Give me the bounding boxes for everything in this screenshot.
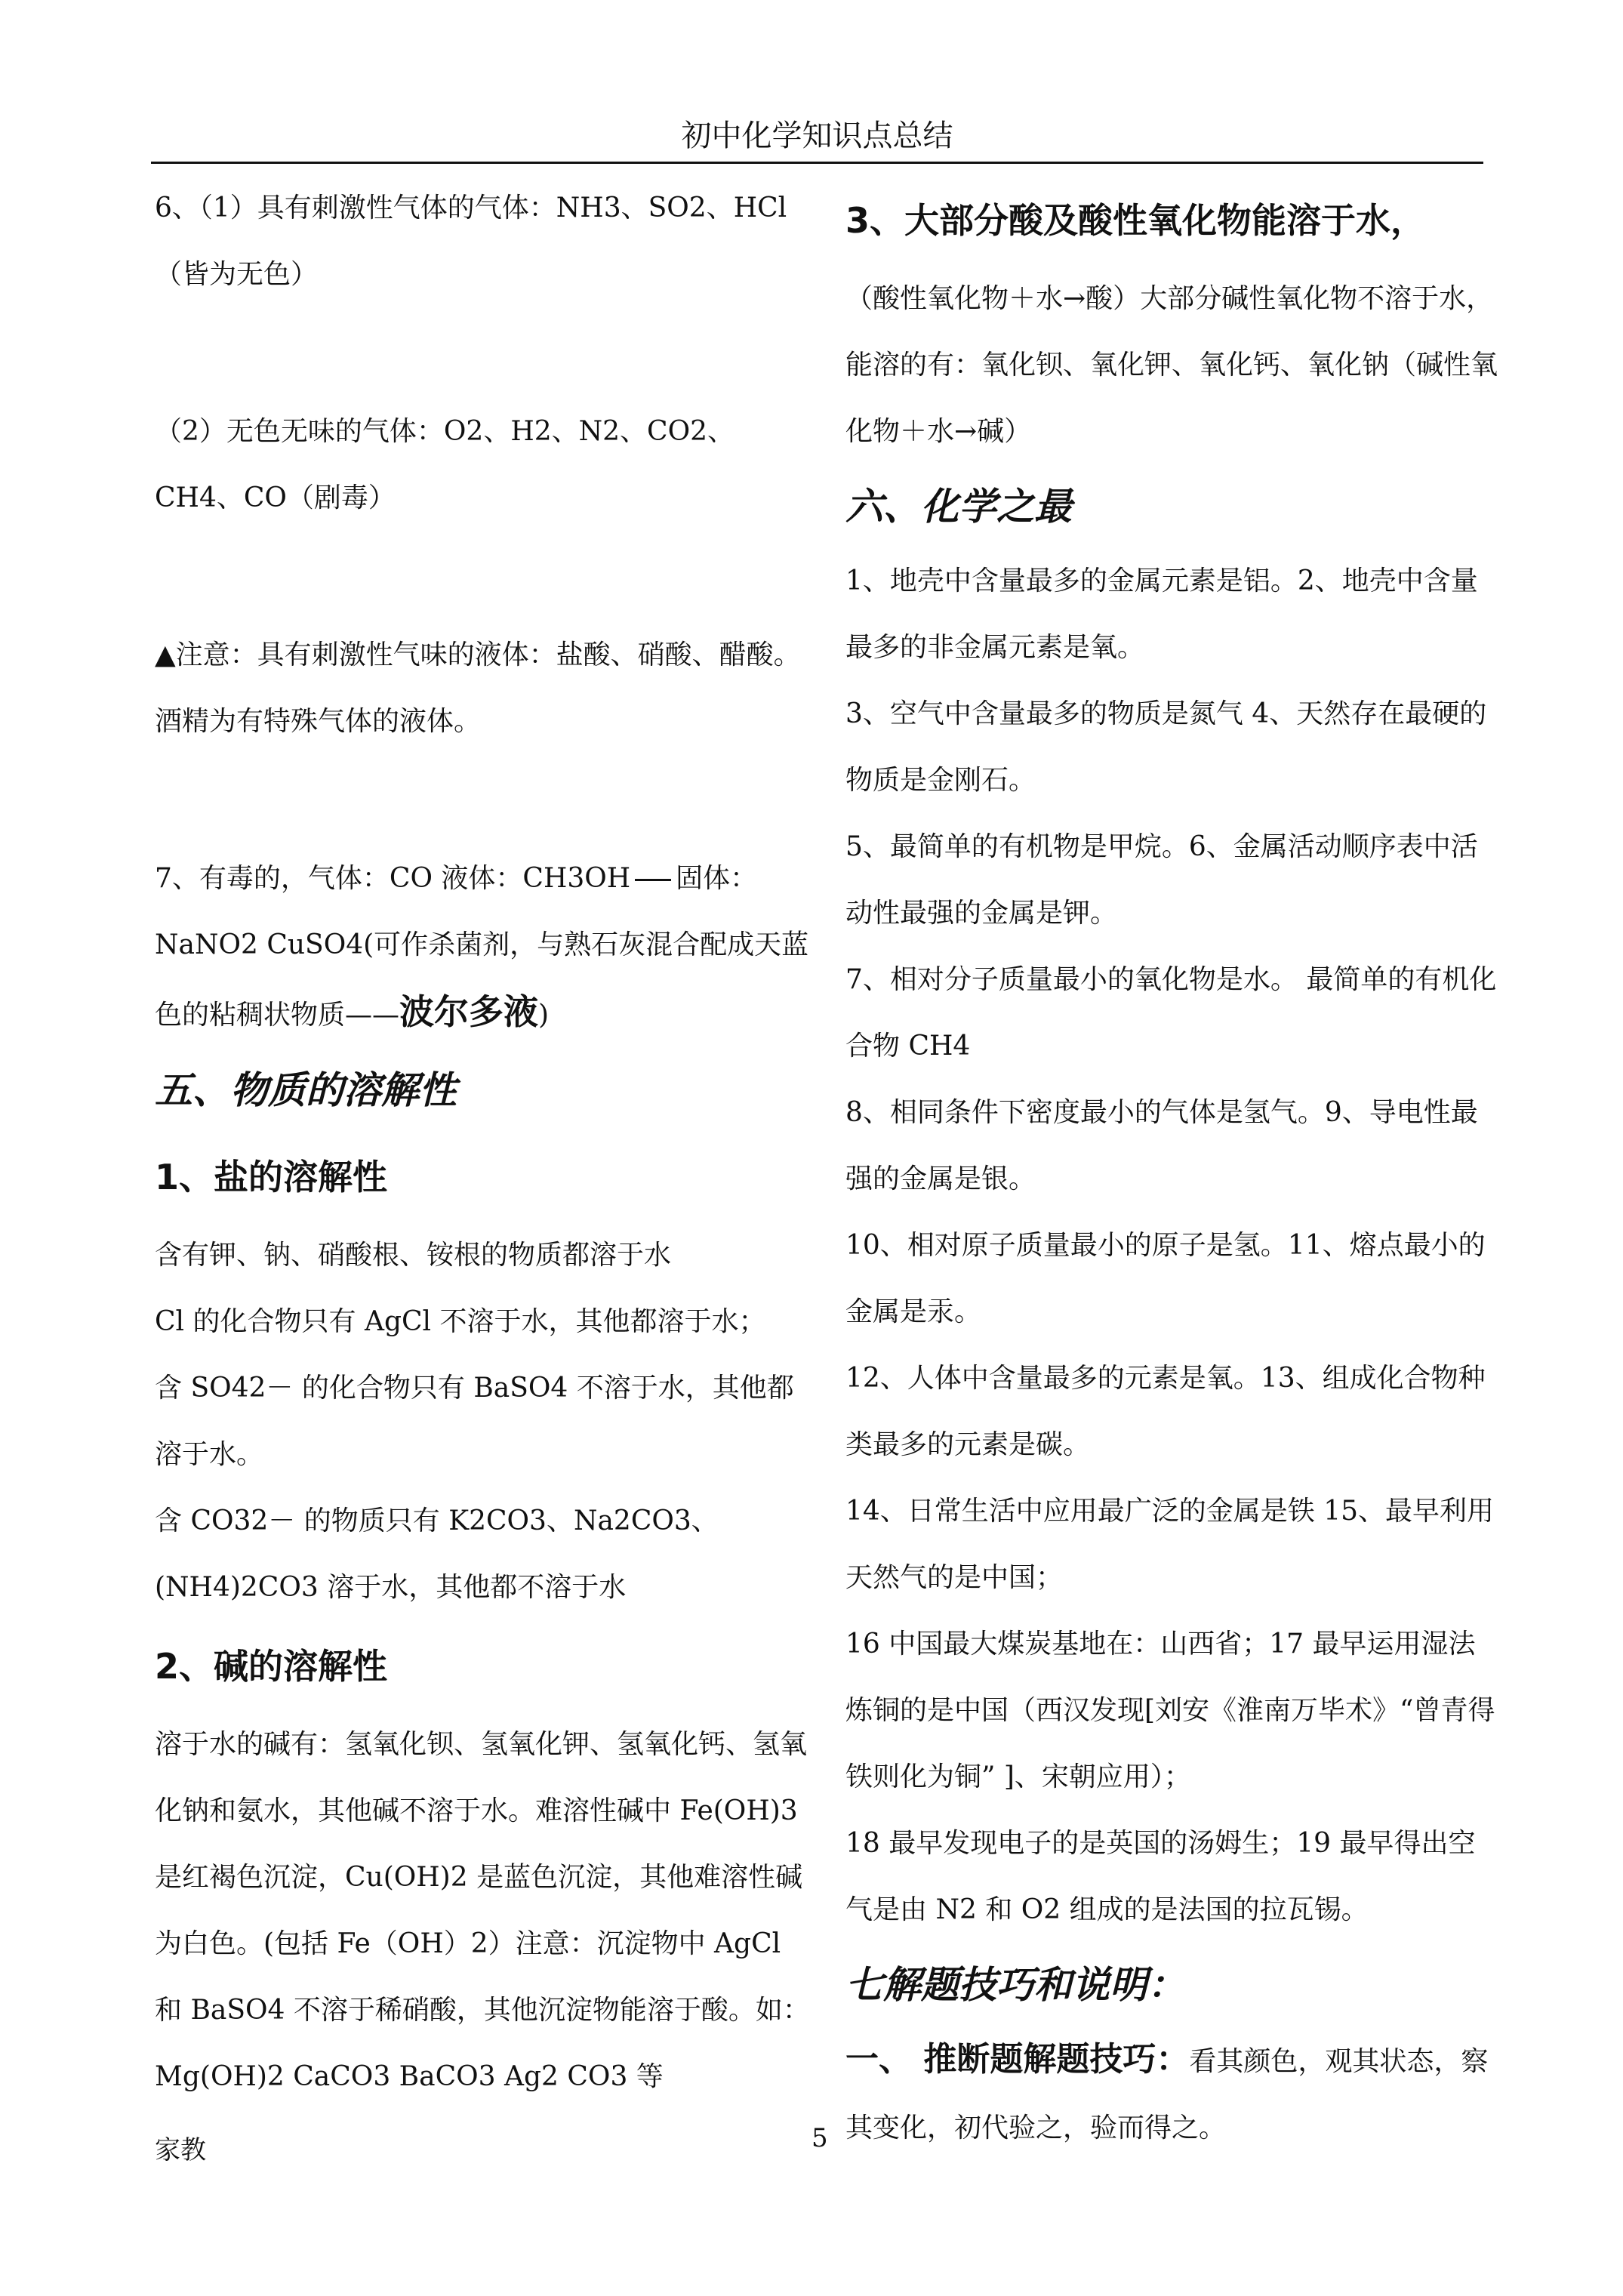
page-number: 5 <box>812 2123 828 2153</box>
base-solubility-heading: 2、碱的溶解性 <box>155 1646 388 1687</box>
poisonous-text-a: 7、有毒的，气体：CO 液体：CH3OH <box>155 863 631 894</box>
left-column <box>155 175 812 2110</box>
poisonous-text-b: 固体：NaNO2 CuSO4(可作杀菌剂，与熟石灰混合配成天蓝色的粘稠状物质—— <box>155 863 809 1031</box>
right-column <box>845 175 1502 2162</box>
salt-rule-2: Cl 的化合物只有 AgCl 不溶于水，其他都溶于水； <box>155 1306 766 1337</box>
section-6-heading: 六、化学之最 <box>845 484 1072 529</box>
salt-rule-3: 含 SO42－ 的化合物只有 BaSO4 不溶于水，其他都溶于水。 <box>155 1373 794 1470</box>
superlative-5: 8、相同条件下密度最小的气体是氢气。9、导电性最强的金属是银。 <box>845 1097 1478 1194</box>
superlative-6: 10、相对原子质量最小的原子是氢。11、熔点最小的金属是汞。 <box>845 1230 1486 1327</box>
odorless-gas-paragraph: （2）无色无味的气体：O2、H2、N2、CO2、CH4、CO（剧毒） <box>155 416 735 513</box>
superlative-4: 7、相对分子质量最小的氧化物是水。 最简单的有机化合物 CH4 <box>845 964 1497 1062</box>
inference-tip-body: 看其颜色，观其状态，察其变化，初代验之，验而得之。 <box>845 2046 1489 2143</box>
inference-tip-title: 一、 推断题解题技巧： <box>845 2040 1190 2079</box>
blank-underline <box>635 879 671 881</box>
header-divider <box>151 162 1483 164</box>
toxic-gas-paragraph: 6、（1）具有刺激性气体的气体：NH3、SO2、HCl（皆为无色） <box>155 193 787 290</box>
superlative-7: 12、人体中含量最多的元素是氧。13、组成化合物种类最多的元素是碳。 <box>845 1363 1486 1460</box>
superlative-3: 5、最简单的有机物是甲烷。6、金属活动顺序表中活动性最强的金属是钾。 <box>845 831 1478 929</box>
salt-solubility-heading: 1、盐的溶解性 <box>155 1157 388 1197</box>
poisonous-text-d: ) <box>538 1000 550 1031</box>
bordeaux-mixture-term: 波尔多液 <box>399 991 539 1032</box>
base-rule-paragraph: 溶于水的碱有：氢氧化钡、氢氧化钾、氢氧化钙、氢氧化钠和氨水，其他碱不溶于水。难溶性碱中 Fe(OH)3 是红褐色沉淀，Cu(OH)2 是蓝色沉淀，其他难溶性碱为白色。(包括 Fe（OH）2）注意：沉淀物中 AgCl 和 BaSO4 不溶于稀硝酸，其他沉淀物能溶于酸。如：Mg(OH)2 CaCO3 BaCO3 Ag2 CO3 等 <box>155 1729 810 2092</box>
footer-label: 家教 <box>155 2135 206 2165</box>
inference-tip-paragraph <box>845 2026 1502 2162</box>
note-liquids-paragraph: ▲注意：具有刺激性气味的液体：盐酸、硝酸、醋酸。酒精为有特殊气体的液体。 <box>155 639 801 737</box>
superlative-2: 3、空气中含量最多的物质是氮气 4、天然存在最硬的物质是金刚石。 <box>845 698 1487 796</box>
poisonous-paragraph <box>155 846 812 1049</box>
acid-solubility-heading: 3、大部分酸及酸性氧化物能溶于水， <box>845 200 1426 241</box>
salt-rule-4: 含 CO32－ 的物质只有 K2CO3、Na2CO3、(NH4)2CO3 溶于水，其他都不溶于水 <box>155 1505 719 1603</box>
superlative-9: 16 中国最大煤炭基地在：山西省；17 最早运用湿法炼铜的是中国（西汉发现[刘安《淮南万毕术》“曾青得铁则化为铜” ]、宋朝应用）； <box>845 1629 1495 1792</box>
superlative-8: 14、日常生活中应用最广泛的金属是铁 15、最早利用天然气的是中国； <box>845 1496 1495 1593</box>
superlative-1: 1、地壳中含量最多的金属元素是铝。2、地壳中含量最多的非金属元素是氧。 <box>845 566 1478 663</box>
superlative-10: 18 最早发现电子的是英国的汤姆生；19 最早得出空气是由 N2 和 O2 组成的是法国的拉瓦锡。 <box>845 1828 1476 1925</box>
salt-rule-1: 含有钾、钠、硝酸根、铵根的物质都溶于水 <box>155 1240 672 1271</box>
section-5-heading: 五、物质的溶解性 <box>155 1068 457 1112</box>
page-header-title: 初中化学知识点总结 <box>681 119 953 153</box>
section-7-heading: 七解题技巧和说明： <box>845 1962 1185 2007</box>
oxide-paragraph: （酸性氧化物＋水→酸）大部分碱性氧化物不溶于水，能溶的有：氧化钡、氧化钾、氧化钙、氧化钠（碱性氧化物＋水→碱） <box>845 283 1498 447</box>
